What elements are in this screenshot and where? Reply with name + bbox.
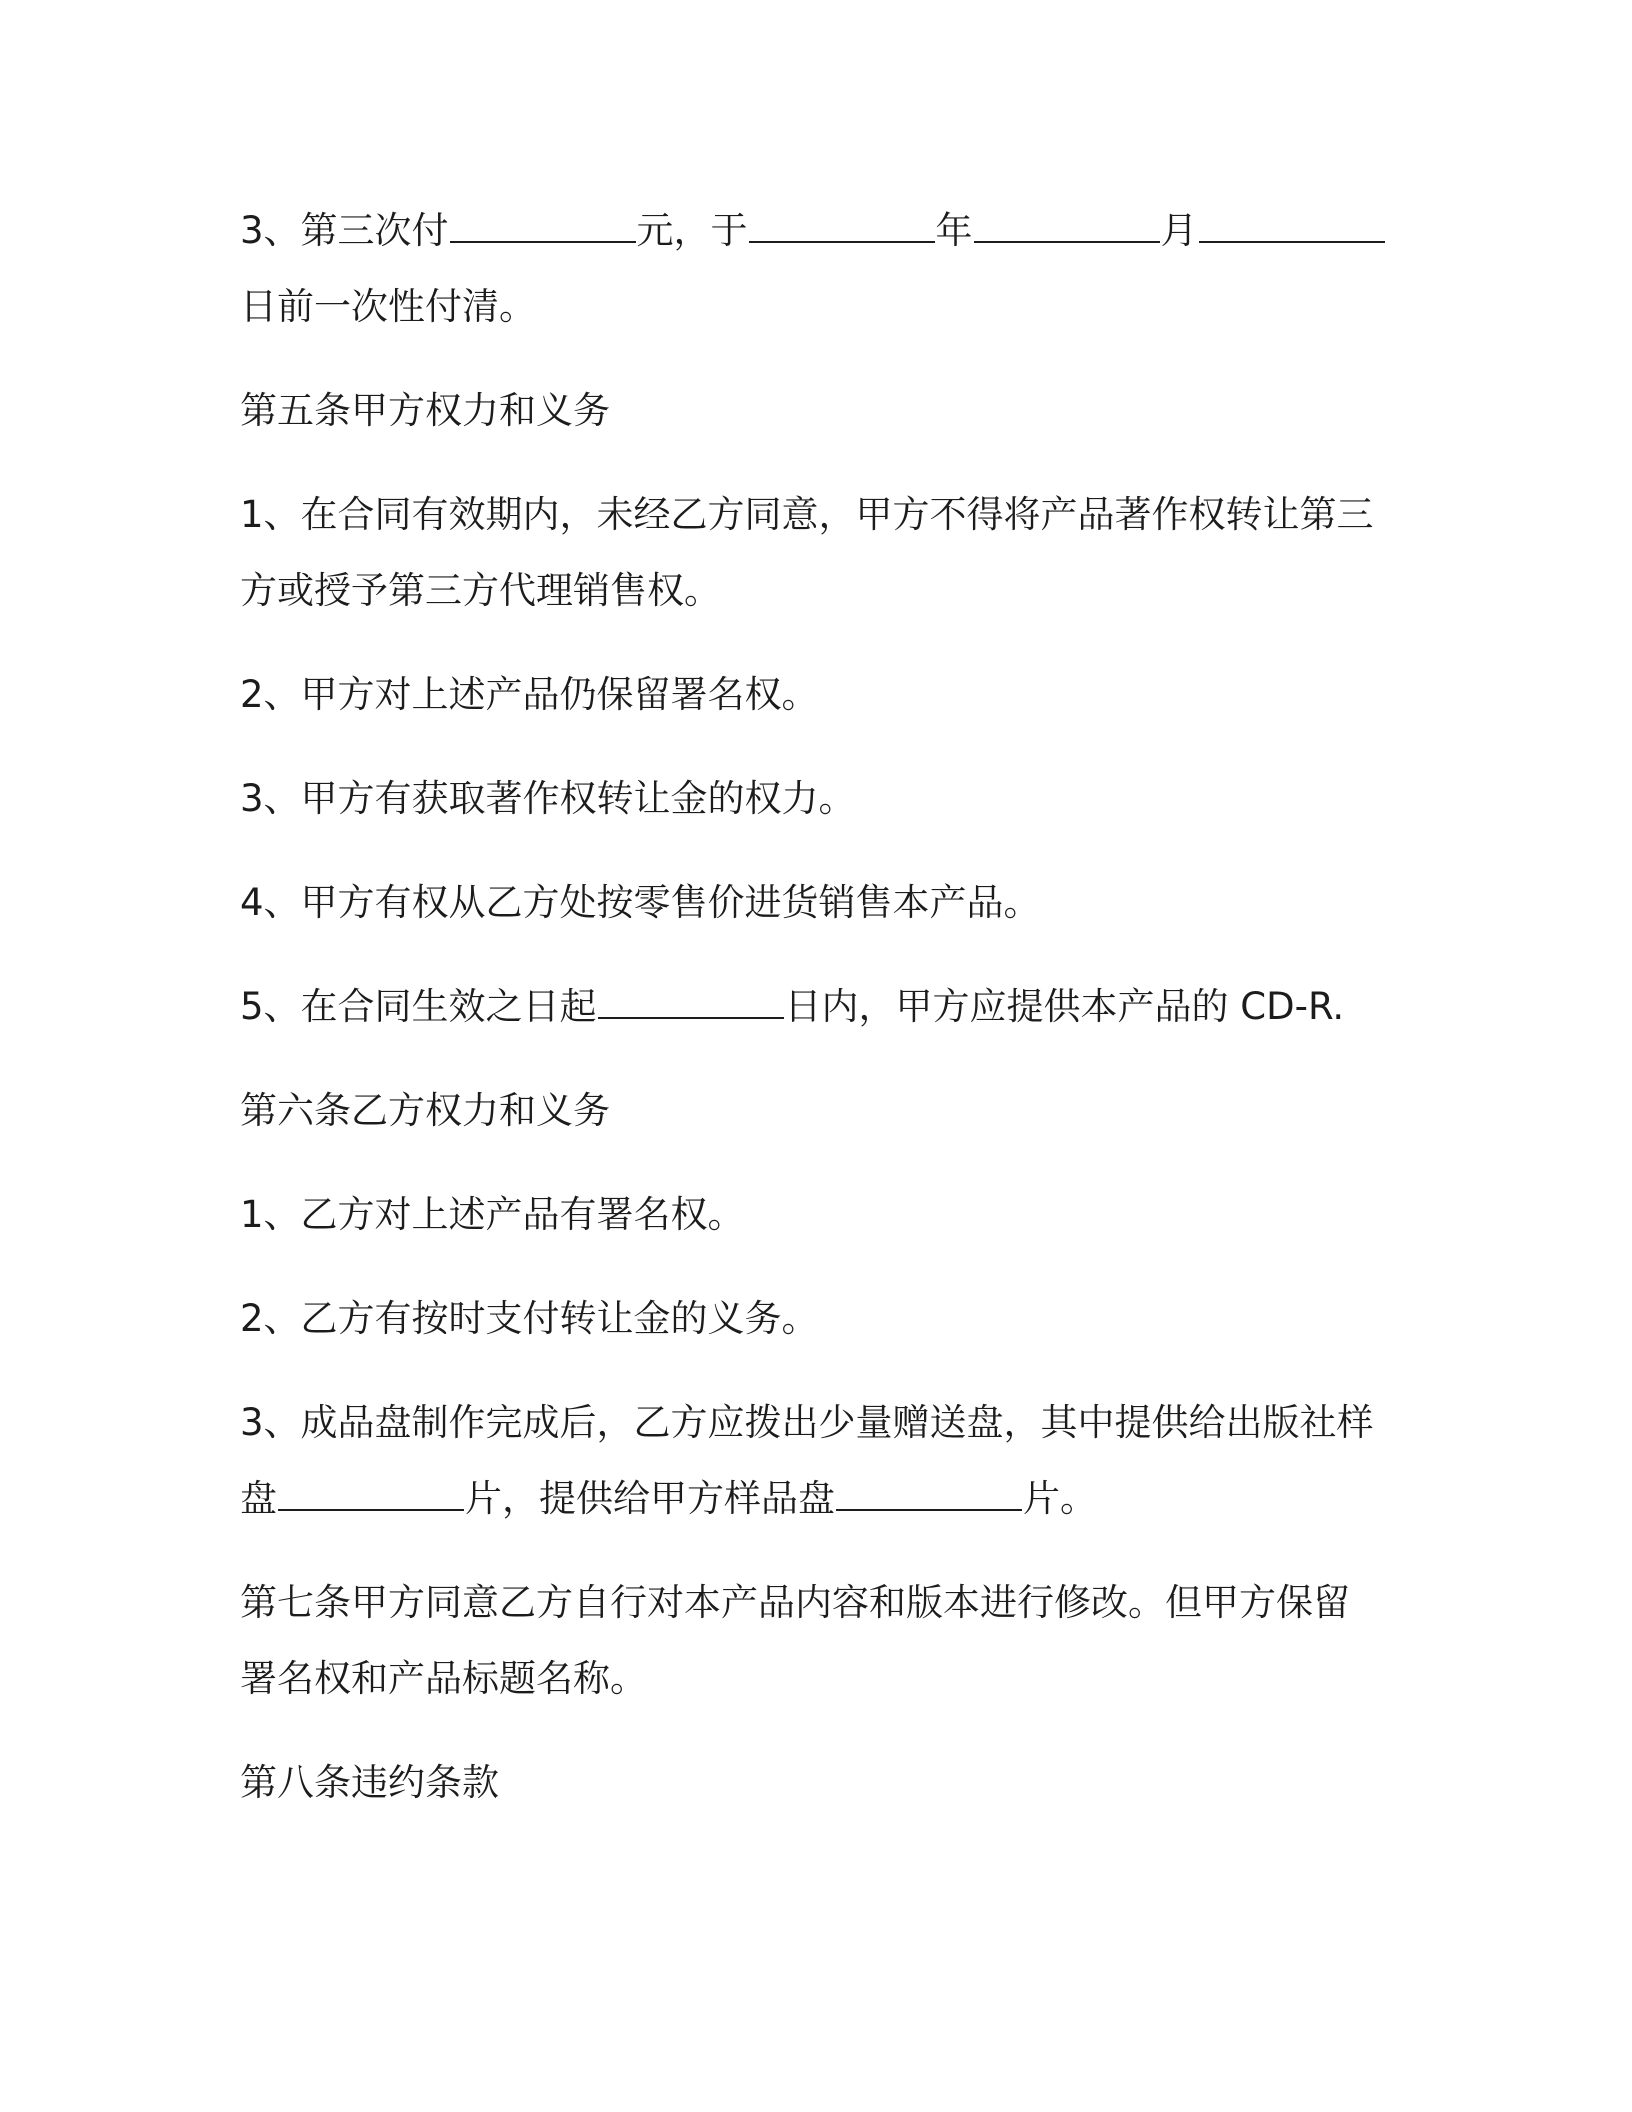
article-5-item-2: 2、甲方对上述产品仍保留署名权。 (240, 673, 819, 716)
text-fragment: 片，提供给甲方样品盘 (465, 1477, 835, 1520)
fill-blank-month[interactable] (974, 240, 1160, 243)
article-7 (240, 1565, 1400, 1717)
text-line: 第七条甲方同意乙方自行对本产品内容和版本进行修改。但甲方保留 (240, 1581, 1350, 1624)
text-line: 日前一次性付清。 (240, 285, 536, 328)
fill-blank-year[interactable] (749, 240, 935, 243)
text-fragment: 年 (935, 209, 973, 252)
article-5-heading: 第五条甲方权力和义务 (240, 389, 610, 432)
text-line: 方或授予第三方代理销售权。 (240, 569, 721, 612)
article-6-heading: 第六条乙方权力和义务 (240, 1089, 610, 1132)
article-5-item-1 (240, 477, 1400, 629)
text-line: 1、在合同有效期内，未经乙方同意，甲方不得将产品著作权转让第三 (240, 493, 1374, 536)
text-fragment: 片。 (1023, 1477, 1097, 1520)
article-8-heading: 第八条违约条款 (240, 1761, 499, 1804)
text-line (240, 1461, 1400, 1537)
article-6-item-1: 1、乙方对上述产品有署名权。 (240, 1193, 745, 1236)
article-5-item-4: 4、甲方有权从乙方处按零售价进货销售本产品。 (240, 881, 1041, 924)
text-fragment: 元，于 (636, 209, 748, 252)
text-line: 署名权和产品标题名称。 (240, 1657, 647, 1700)
text-line (240, 193, 1400, 269)
text-fragment: 3、第三次付 (240, 209, 449, 252)
fill-blank-publisher-samples[interactable] (278, 1508, 464, 1511)
text-fragment: 5、在合同生效之日起 (240, 985, 597, 1028)
text-line: 3、成品盘制作完成后，乙方应拨出少量赠送盘，其中提供给出版社样 (240, 1401, 1374, 1444)
text-fragment: 日内，甲方应提供本产品的 CD-R. (784, 985, 1345, 1028)
article-6-item-2: 2、乙方有按时支付转让金的义务。 (240, 1297, 819, 1340)
text-fragment: 月 (1160, 209, 1198, 252)
fill-blank-amount[interactable] (450, 240, 636, 243)
fill-blank-days[interactable] (598, 1016, 784, 1019)
text-fragment: 盘 (240, 1477, 277, 1520)
article-6-item-3 (240, 1385, 1400, 1537)
document-body (240, 193, 1400, 1821)
article-5-item-3: 3、甲方有获取著作权转让金的权力。 (240, 777, 856, 820)
article-5-item-5 (240, 969, 1400, 1045)
fill-blank-party-a-samples[interactable] (836, 1508, 1022, 1511)
payment-third-installment (240, 193, 1400, 345)
fill-blank-day[interactable] (1199, 240, 1385, 243)
